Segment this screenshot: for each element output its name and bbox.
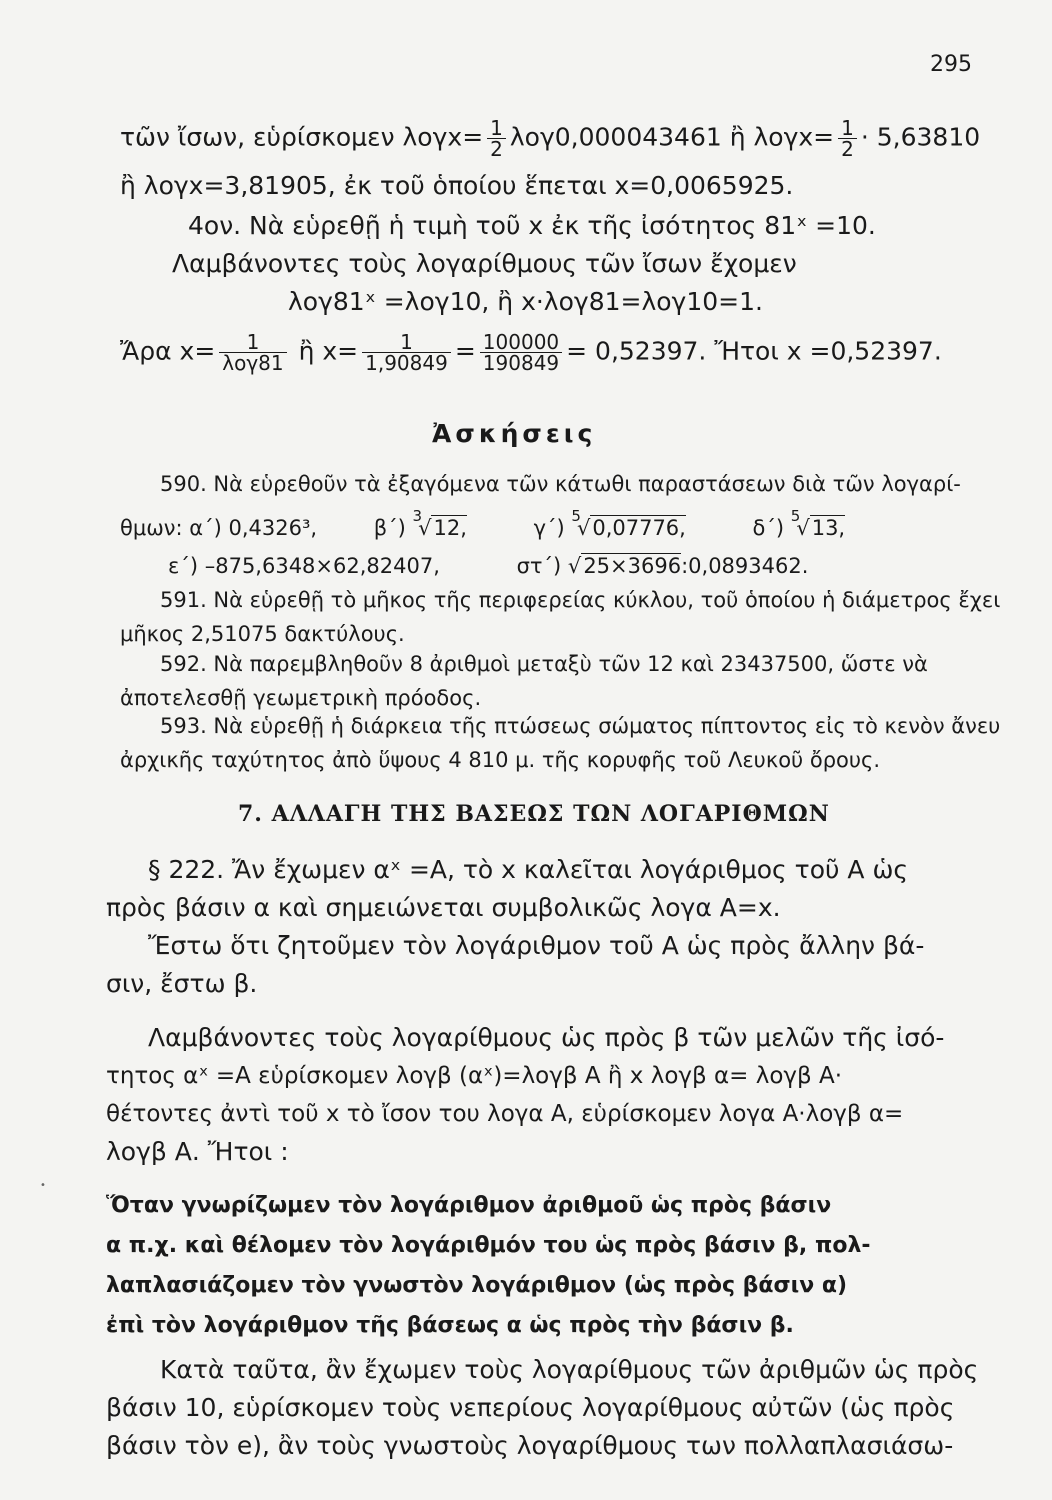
fraction-numerator: 1	[246, 330, 260, 354]
text-segment: :0,0893462.	[681, 554, 809, 578]
text-segment: ἢ x=	[298, 336, 359, 366]
example-line-5: λογ81ˣ =λογ10, ἢ x·λογ81=λογ10=1.	[288, 287, 763, 316]
paragraph-1-line-2: πρὸς βάσιν α καὶ σημειώνεται συμβολικῶς λογα Α=x.	[106, 893, 781, 922]
text-segment: ε΄) –875,6348×62,82407,	[168, 554, 440, 578]
radicand: 12,	[433, 516, 467, 540]
text-segment: στ΄)	[516, 554, 562, 578]
example-line-2: ἢ λογx=3,81905, ἐκ τοῦ ὁποίου ἕπεται x=0,0065925.	[120, 171, 794, 200]
fraction-numerator: 1	[490, 116, 503, 140]
radicand: 0,07776,	[592, 516, 686, 540]
example-line-6	[120, 332, 942, 373]
fraction-denominator: 2	[487, 138, 506, 159]
text-segment: τῶν ἴσων, εὑρίσκομεν λογx=	[120, 122, 484, 152]
section-title: 7. ΑΛΛΑΓΗ ΤΗΣ ΒΑΣΕΩΣ ΤΩΝ ΛΟΓΑΡΙΘΜΩΝ	[238, 801, 830, 827]
rule-line-4: ἐπὶ τὸν λογάριθμον τῆς βάσεως α ὡς πρὸς τὴν βάσιν β.	[106, 1313, 794, 1338]
exercise-590-line-1: 590. Νὰ εὑρεθοῦν τὰ ἐξαγόμενα τῶν κάτωθι παραστάσεων διὰ τῶν λογαρί-	[160, 472, 961, 496]
text-segment: λογ0,000043461 ἢ λογx=	[509, 122, 835, 152]
rule-line-2: α π.χ. καὶ θέλομεν τὸν λογάριθμόν του ὡς πρὸς βάσιν β, πολ-	[106, 1233, 871, 1258]
fraction-numerator: 1	[841, 116, 854, 140]
text-segment: · 5,63810	[860, 122, 981, 152]
radicand: 13,	[811, 516, 846, 540]
paragraph-4-line-3: βάσιν τὸν e), ἂν τοὺς γνωστοὺς λογαρίθμους των πολλαπλασιάσω-	[106, 1431, 954, 1460]
fraction-denominator: 2	[838, 138, 857, 159]
text-segment: δ΄)	[752, 516, 785, 540]
text-segment: =	[454, 336, 476, 366]
text-segment: θμων: α΄) 0,4326³,	[120, 516, 318, 540]
text-segment: β΄)	[373, 516, 406, 540]
exercise-590-line-3: ε΄) –875,6348×62,82407, στ΄) √25×3696:0,0893462.	[168, 554, 809, 578]
exercise-591-line-1: 591. Νὰ εὑρεθῇ τὸ μῆκος τῆς περιφερείας κύκλου, τοῦ ὁποίου ἡ διάμετρος ἔχει	[160, 588, 1001, 612]
example-line-4: Λαμβάνοντες τοὺς λογαρίθμους τῶν ἴσων ἔχομεν	[172, 249, 797, 278]
exercise-592-line-1: 592. Νὰ παρεμβληθοῦν 8 ἀριθμοὶ μεταξὺ τῶν 12 καὶ 23437500, ὥστε νὰ	[160, 652, 928, 676]
example-line-1	[120, 118, 980, 159]
exercise-591-line-2: μῆκος 2,51075 δακτύλους.	[120, 622, 405, 646]
page-number: 295	[930, 52, 972, 77]
paragraph-2-line-1: Ἔστω ὅτι ζητοῦμεν τὸν λογάριθμον τοῦ Α ὡς πρὸς ἄλλην βά-	[148, 931, 925, 960]
paragraph-4-line-2: βάσιν 10, εὑρίσκομεν τοὺς νεπερίους λογαρίθμους αὐτῶν (ὡς πρὸς	[106, 1393, 955, 1422]
paragraph-4-line-1: Κατὰ ταῦτα, ἂν ἔχωμεν τοὺς λογαρίθμους τῶν ἀριθμῶν ὡς πρὸς	[160, 1355, 979, 1384]
paragraph-3-line-2: τητος αˣ =Α εὑρίσκομεν λογβ (αˣ)=λογβ Α ἢ x λογβ α= λογβ Α·	[106, 1063, 843, 1089]
fraction-numerator: 1	[400, 330, 413, 354]
rule-line-1: Ὅταν γνωρίζωμεν τὸν λογάριθμον ἀριθμοῦ ὡς πρὸς βάσιν	[106, 1193, 832, 1218]
paragraph-1-line-1: § 222. Ἄν ἔχωμεν αˣ =Α, τὸ x καλεῖται λογάριθμος τοῦ Α ὡς	[148, 855, 909, 884]
example-line-3: 4ον. Νὰ εὑρεθῇ ἡ τιμὴ τοῦ x ἐκ τῆς ἰσότητος 81ˣ =10.	[188, 211, 876, 240]
fraction	[480, 332, 562, 373]
paragraph-3-line-1: Λαμβάνοντες τοὺς λογαρίθμους ὡς πρὸς β τῶν μελῶν τῆς ἰσό-	[148, 1023, 945, 1052]
paragraph-2-line-2: σιν, ἔστω β.	[106, 969, 258, 998]
root-index: 5	[571, 507, 581, 525]
root-index: 3	[412, 507, 423, 525]
rule-line-3: λαπλασιάζομεν τὸν γνωστὸν λογάριθμον (ὡς πρὸς βάσιν α)	[106, 1273, 848, 1298]
fraction-numerator: 100000	[482, 330, 560, 354]
fraction-denominator: 190849	[480, 352, 562, 373]
fraction-denominator: 1,90849	[362, 352, 451, 373]
paragraph-3-line-3: θέτοντες ἀντὶ τοῦ x τὸ ἴσον του λογα Α, εὑρίσκομεν λογα Α·λογβ α=	[106, 1101, 904, 1127]
fraction	[219, 332, 286, 373]
exercise-590-line-2: θμων: α΄) 0,4326³, β΄) $^3$√12, γ΄) $^5$√0,07776, δ΄) $^5$√13,	[120, 507, 846, 540]
root-index: 5	[790, 507, 801, 525]
exercise-593-line-2: ἀρχικῆς ταχύτητος ἀπὸ ὕψους 4 810 μ. τῆς κορυφῆς τοῦ Λευκοῦ ὄρους.	[120, 748, 881, 772]
fraction	[487, 118, 506, 159]
exercise-593-line-1: 593. Νὰ εὑρεθῇ ἡ διάρκεια τῆς πτώσεως σώματος πίπτοντος εἰς τὸ κενὸν ἄνευ	[160, 714, 1001, 738]
margin-mark: •	[40, 1180, 46, 1191]
text-segment: = 0,52397. Ἤτοι x =0,52397.	[566, 336, 942, 366]
exercise-592-line-2: ἀποτελεσθῇ γεωμετρικὴ πρόοδος.	[120, 686, 482, 710]
fraction	[838, 118, 857, 159]
radicand: 25×3696	[583, 554, 682, 578]
fraction-denominator: λογ81	[219, 352, 286, 373]
exercises-heading: Ἀσκήσεις	[432, 419, 597, 448]
paragraph-3-line-4: λογβ Α. Ἤτοι :	[106, 1137, 289, 1166]
text-segment: Ἄρα x=	[120, 336, 216, 366]
fraction	[362, 332, 451, 373]
text-segment: γ΄)	[533, 516, 565, 540]
